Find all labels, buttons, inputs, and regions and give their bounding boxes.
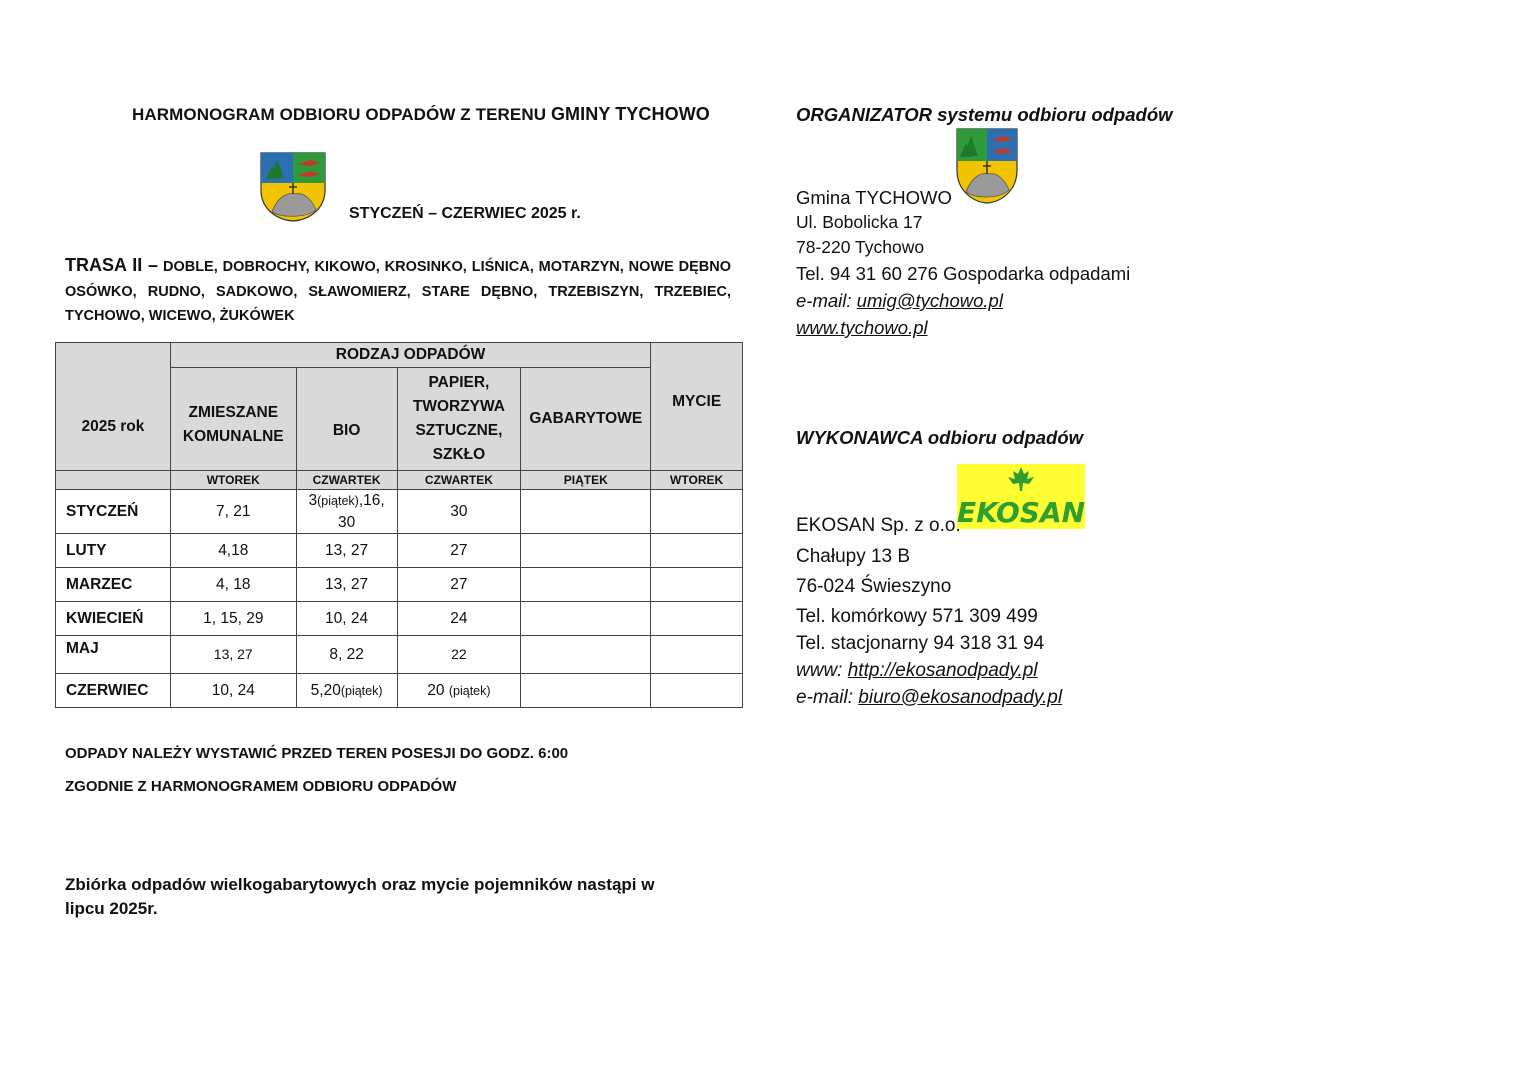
bio-cell: 8, 22 [296, 636, 397, 674]
day-mixed: WTOREK [170, 471, 296, 490]
table-row [56, 490, 743, 534]
title-main: HARMONOGRAM ODBIORU ODPADÓW Z TERENU [132, 105, 547, 124]
header-wash: MYCIE [651, 343, 743, 471]
route-description [65, 253, 731, 329]
schedule-period: STYCZEŃ – CZERWIEC 2025 r. [349, 205, 581, 222]
day-paper: CZWARTEK [397, 471, 521, 490]
wash-cell [651, 568, 743, 602]
route-label: TRASA II – [65, 255, 159, 275]
bulky-cell [521, 490, 651, 534]
bio-note: (piątek) [340, 683, 383, 698]
day-wash: WTOREK [651, 471, 743, 490]
header-bulky: GABARYTOWE [521, 368, 651, 471]
bio-note: (piątek) [317, 494, 359, 508]
header-paper-line4: SZKŁO [432, 446, 486, 463]
organizer-email-line [796, 287, 1130, 314]
contractor-name: EKOSAN Sp. z o.o. [796, 515, 961, 536]
month-cell: STYCZEŃ [56, 490, 171, 534]
wash-cell [651, 602, 743, 636]
contractor-heading: WYKONAWCA odbioru odpadów [796, 427, 1084, 448]
waste-type-header: RODZAJ ODPADÓW [170, 343, 650, 368]
organizer-email-label: e-mail: [796, 290, 852, 311]
header-paper-line3: SZTUCZNE, [415, 422, 503, 439]
bulky-cell [521, 534, 651, 568]
day-bulky: PIĄTEK [521, 471, 651, 490]
contractor-www-link[interactable]: http://ekosanodpady.pl [847, 659, 1038, 681]
page-title [132, 104, 710, 125]
bulky-cell [521, 636, 651, 674]
title-gmina: GMINY TYCHOWO [550, 104, 710, 124]
table-row [56, 602, 743, 636]
mixed-cell: 7, 21 [170, 490, 296, 534]
mixed-cell: 1, 15, 29 [170, 602, 296, 636]
header-mixed-line1: ZMIESZANE [188, 404, 279, 421]
contractor-mobile: Tel. komórkowy 571 309 499 [796, 605, 1038, 627]
organizer-email-link[interactable]: umig@tychowo.pl [856, 290, 1003, 311]
route-localities: DOBLE, DOBROCHY, KIKOWO, KROSINKO, LIŚNICA, MOTARZYN, NOWE DĘBNO OSÓWKO, RUDNO, SADKOWO, SŁAWOMIERZ, STARE DĘBNO, TRZEBISZYN, TRZEBIEC, TYCHOWO, WICEWO, ŻUKÓWEK [65, 259, 731, 324]
contractor-email-link[interactable]: biuro@ekosanodpady.pl [858, 686, 1063, 708]
paper-cell: 30 [397, 490, 521, 534]
bulky-cell [521, 602, 651, 636]
organizer-contact [796, 186, 1130, 341]
notice-schedule: ZGODNIE Z HARMONOGRAMEM ODBIORU ODPADÓW [65, 778, 457, 795]
month-cell: MARZEC [56, 568, 171, 602]
mixed-dates: 13, 27 [213, 645, 253, 662]
bulky-cell [521, 674, 651, 708]
contractor-contact [796, 511, 1062, 711]
contractor-street: Chałupy 13 B [796, 545, 911, 567]
table-row [56, 534, 743, 568]
table-row [56, 568, 743, 602]
paper-dates: 22 [451, 645, 467, 662]
bio-dates: 3 [308, 492, 318, 509]
paper-dates: 20 [427, 681, 445, 699]
tychowo-coat-of-arms-icon [260, 152, 326, 222]
organizer-street: Ul. Bobolicka 17 [796, 212, 923, 232]
paper-cell [397, 636, 521, 674]
month-cell: LUTY [56, 534, 171, 568]
contractor-landline: Tel. stacjonarny 94 318 31 94 [796, 632, 1045, 654]
bio-dates: 5,20 [310, 681, 341, 699]
mixed-cell: 10, 24 [170, 674, 296, 708]
bio-cell: 13, 27 [296, 568, 397, 602]
contractor-email-label: e-mail: [796, 686, 854, 708]
paper-cell [397, 674, 521, 708]
month-cell: MAJ [56, 636, 171, 674]
year-header: 2025 rok [56, 343, 171, 471]
header-paper-line2: TWORZYWA [412, 398, 505, 415]
organizer-phone: Tel. 94 31 60 276 Gospodarka odpadami [796, 263, 1131, 284]
bio-cell: 13, 27 [296, 534, 397, 568]
bio-cell [296, 674, 397, 708]
month-cell: CZERWIEC [56, 674, 171, 708]
paper-cell: 24 [397, 602, 521, 636]
table-row [56, 674, 743, 708]
bio-cell: 10, 24 [296, 602, 397, 636]
header-mixed [170, 368, 296, 471]
paper-cell: 27 [397, 534, 521, 568]
header-paper-line1: PAPIER, [428, 374, 490, 391]
paper-cell: 27 [397, 568, 521, 602]
collection-schedule-table [55, 342, 743, 708]
wash-cell [651, 490, 743, 534]
ekosan-logo-text: EKOSAN [957, 496, 1085, 529]
bio-dates-extra: ,16, [358, 492, 385, 509]
contractor-city: 76-024 Świeszyno [796, 576, 952, 597]
mixed-cell [170, 636, 296, 674]
organizer-city: 78-220 Tychowo [796, 237, 925, 257]
organizer-name: Gmina TYCHOWO [796, 187, 952, 208]
contractor-www-line [796, 657, 1062, 684]
bio-cell [296, 490, 397, 534]
wash-cell [651, 636, 743, 674]
paper-note: (piątek) [448, 683, 491, 698]
notice-bulky-collection: Zbiórka odpadów wielkogabarytowych oraz mycie pojemników nastąpi w lipcu 2025r. [65, 875, 655, 918]
contractor-www-label: www: [796, 659, 843, 681]
header-paper [397, 368, 521, 471]
notice-deadline: ODPADY NALEŻY WYSTAWIĆ PRZED TEREN POSESJI DO GODZ. 6:00 [65, 745, 569, 762]
organizer-heading: ORGANIZATOR systemu odbioru odpadów [796, 104, 1173, 125]
header-mixed-line2: KOMUNALNE [182, 428, 284, 445]
mixed-cell: 4,18 [170, 534, 296, 568]
mixed-cell: 4, 18 [170, 568, 296, 602]
wash-cell [651, 534, 743, 568]
bulky-cell [521, 568, 651, 602]
month-cell: KWIECIEŃ [56, 602, 171, 636]
day-bio: CZWARTEK [296, 471, 397, 490]
bio-dates-extra2: 30 [337, 514, 356, 531]
organizer-www-link[interactable]: www.tychowo.pl [796, 317, 928, 338]
contractor-email-line [796, 684, 1062, 711]
table-row [56, 636, 743, 674]
header-bio: BIO [296, 368, 397, 471]
wash-cell [651, 674, 743, 708]
